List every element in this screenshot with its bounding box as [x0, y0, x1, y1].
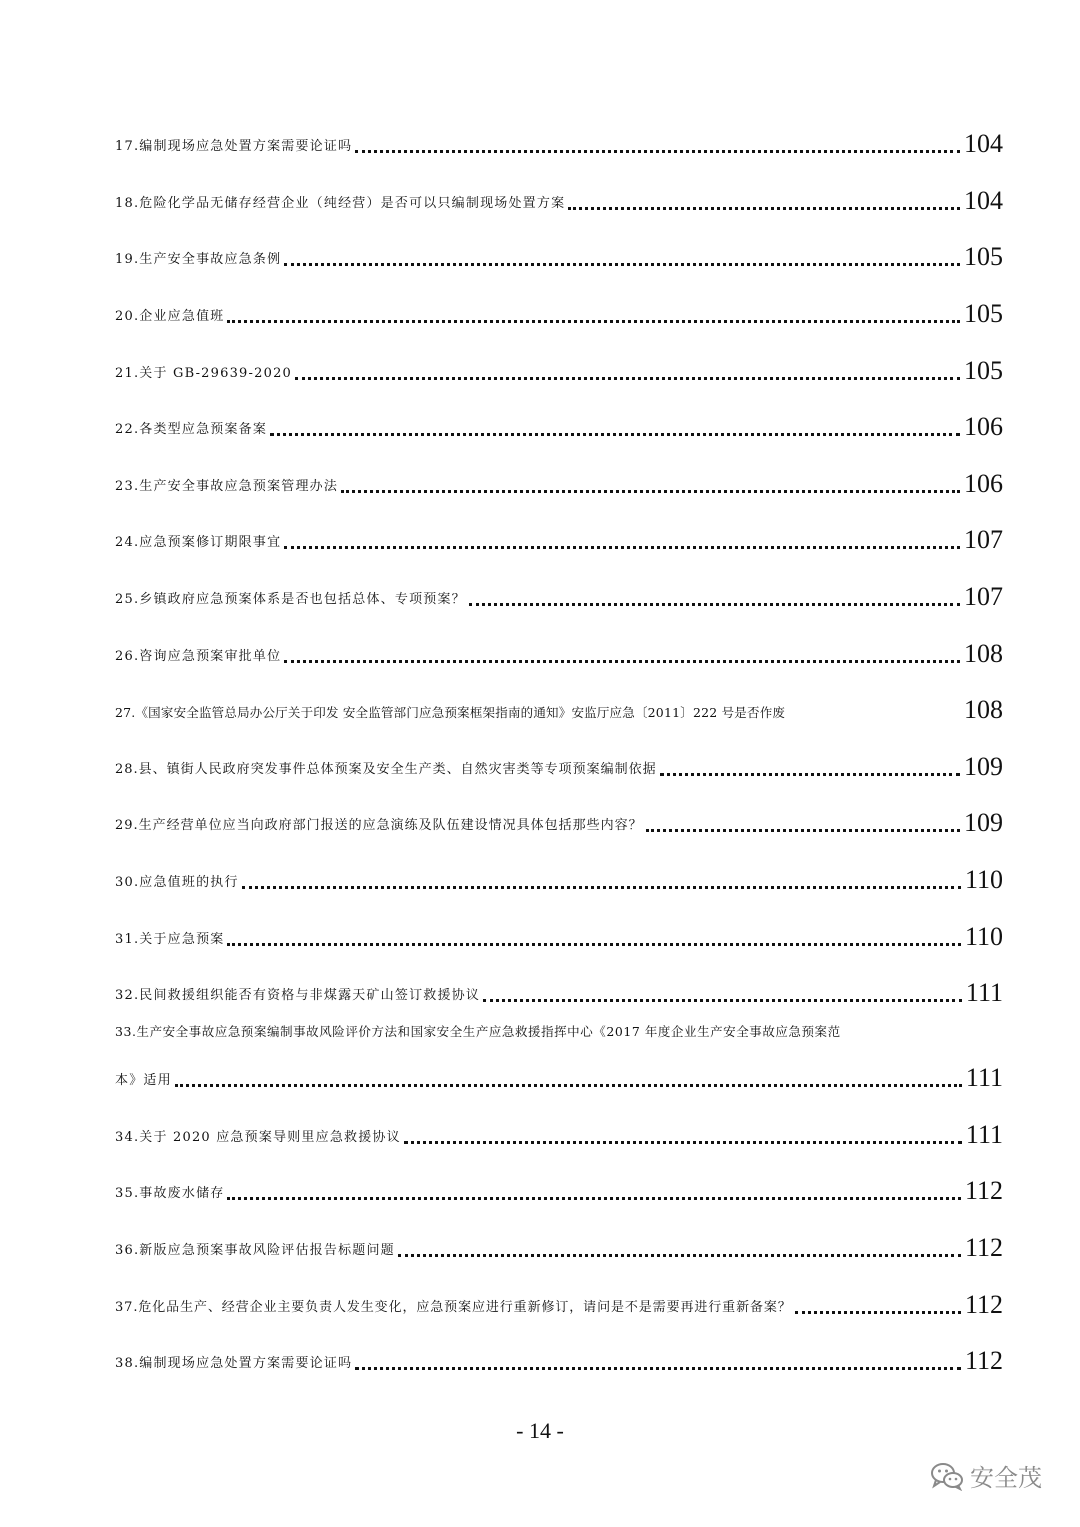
toc-entry-title: 20.企业应急值班 [115, 309, 225, 324]
toc-entry-title: 32.民间救援组织能否有资格与非煤露天矿山签订救援协议 [115, 988, 481, 1003]
dot-leader [341, 490, 960, 493]
toc-entry-title: 31.关于应急预案 [115, 932, 225, 947]
toc-entry-page: 110 [964, 865, 1003, 894]
toc-entry[interactable] [115, 1232, 1003, 1262]
dot-leader [404, 1141, 962, 1144]
watermark [930, 1458, 1042, 1493]
toc-entry[interactable] [115, 638, 1003, 668]
toc-entry[interactable] [115, 468, 1003, 498]
toc-entry-page: 110 [964, 922, 1003, 951]
dot-leader [398, 1254, 961, 1257]
toc-entry-title: 38.编制现场应急处置方案需要论证吗 [115, 1356, 353, 1371]
toc-entry[interactable] [115, 411, 1003, 441]
toc-entry[interactable] [115, 241, 1003, 271]
toc-entry-title: 28.县、镇街人民政府突发事件总体预案及安全生产类、自然灾害类等专项预案编制依据 [115, 762, 657, 777]
toc-entry-title: 17.编制现场应急处置方案需要论证吗 [115, 139, 353, 154]
toc-entry-title: 22.各类型应急预案备案 [115, 422, 268, 437]
dot-leader [284, 660, 960, 663]
toc-entry-page: 111 [965, 978, 1003, 1007]
dot-leader [284, 263, 960, 266]
dot-leader [227, 320, 960, 323]
toc-entry-title: 23.生产安全事故应急预案管理办法 [115, 479, 339, 494]
dot-leader [660, 773, 960, 776]
toc-entry[interactable] [115, 581, 1003, 611]
toc-entry-title: 35.事故废水储存 [115, 1186, 225, 1201]
dot-leader [355, 1367, 961, 1370]
toc-entry-page: 105 [964, 299, 1003, 328]
toc-entry-page: 105 [964, 242, 1003, 271]
toc-entry-title: 29.生产经营单位应当向政府部门报送的应急演练及队伍建设情况具体包括那些内容？ [115, 818, 643, 833]
toc-entry-page: 112 [964, 1346, 1003, 1375]
watermark-text: 安全茂 [970, 1464, 1042, 1492]
toc-entry[interactable] [115, 355, 1003, 385]
toc-entry-page: 108 [964, 695, 1003, 724]
toc-entry-page: 112 [964, 1176, 1003, 1205]
toc-entry[interactable] [115, 298, 1003, 328]
dot-leader [646, 829, 960, 832]
toc-entry-title: 25.乡镇政府应急预案体系是否也包括总体、专项预案？ [115, 592, 466, 607]
toc-entry[interactable] [115, 1345, 1003, 1375]
toc-entry-title: 37.危化品生产、经营企业主要负责人发生变化，应急预案应进行重新修订，请问是不是需要再进行重新备案？ [115, 1300, 792, 1315]
toc-entry[interactable] [115, 694, 1003, 724]
toc-entry[interactable] [115, 1062, 1003, 1092]
page-number: - 14 - [516, 1418, 564, 1443]
toc-entry[interactable] [115, 128, 1003, 158]
dot-leader [568, 207, 960, 210]
toc-entry-page: 107 [964, 582, 1003, 611]
toc-entry-title: 19.生产安全事故应急条例 [115, 252, 282, 267]
toc-entry[interactable] [115, 1119, 1003, 1149]
dot-leader [175, 1084, 962, 1087]
toc-entry-title-line2: 本》适用 [115, 1073, 172, 1088]
toc-entry-page: 107 [964, 525, 1003, 554]
toc-entry-page: 112 [964, 1233, 1003, 1262]
toc-entry-page: 105 [964, 356, 1003, 385]
toc-entry-title: 21.关于 GB-29639-2020 [115, 366, 293, 381]
toc-entry-title: 24.应急预案修订期限事宜 [115, 535, 282, 550]
toc-entry[interactable] [115, 751, 1003, 781]
toc-entry-page: 109 [964, 808, 1003, 837]
toc-entry-page: 112 [964, 1290, 1003, 1319]
toc-entry-page: 106 [964, 412, 1003, 441]
toc-entry-title-line1[interactable]: 33.生产安全事故应急预案编制事故风险评价方法和国家安全生产应急救援指挥中心《2017 年度企业生产安全事故应急预案范 [115, 1024, 841, 1039]
toc-entry-title: 30.应急值班的执行 [115, 875, 239, 890]
dot-leader [483, 999, 962, 1002]
toc-entry-title: 36.新版应急预案事故风险评估报告标题问题 [115, 1243, 395, 1258]
toc-entry-title: 27.《国家安全监管总局办公厅关于印发 安全监管部门应急预案框架指南的通知》安监厅应急〔2011〕222 号是否作废 [115, 705, 786, 720]
dot-leader [227, 943, 960, 946]
toc-entry[interactable] [115, 1175, 1003, 1205]
toc-entry-title: 18.危险化学品无储存经营企业（纯经营）是否可以只编制现场处置方案 [115, 196, 566, 211]
dot-leader [795, 1311, 961, 1314]
toc-entry-page: 104 [964, 129, 1003, 158]
toc-entry-page: 111 [965, 1120, 1003, 1149]
toc-entry-title: 26.咨询应急预案审批单位 [115, 649, 282, 664]
toc-entry-page: 109 [964, 752, 1003, 781]
dot-leader [242, 886, 961, 889]
dot-leader [469, 603, 960, 606]
toc-entry-page: 111 [965, 1063, 1003, 1092]
dot-leader [787, 721, 962, 724]
toc-entry[interactable] [115, 1289, 1003, 1319]
dot-leader [355, 150, 960, 153]
toc-entry[interactable] [115, 524, 1003, 554]
toc-entry[interactable] [115, 977, 1003, 1007]
toc-entry[interactable] [115, 864, 1003, 894]
wechat-icon [930, 1461, 964, 1491]
dot-leader [295, 377, 960, 380]
toc-entry[interactable] [115, 185, 1003, 215]
toc-entry-page: 104 [964, 186, 1003, 215]
dot-leader [284, 546, 960, 549]
toc-entry[interactable] [115, 921, 1003, 951]
dot-leader [227, 1197, 960, 1200]
toc-entry-page: 106 [964, 469, 1003, 498]
dot-leader [270, 433, 960, 436]
toc-entry-page: 108 [964, 639, 1003, 668]
toc-entry-title: 34.关于 2020 应急预案导则里应急救援协议 [115, 1130, 401, 1145]
toc-entry[interactable] [115, 807, 1003, 837]
